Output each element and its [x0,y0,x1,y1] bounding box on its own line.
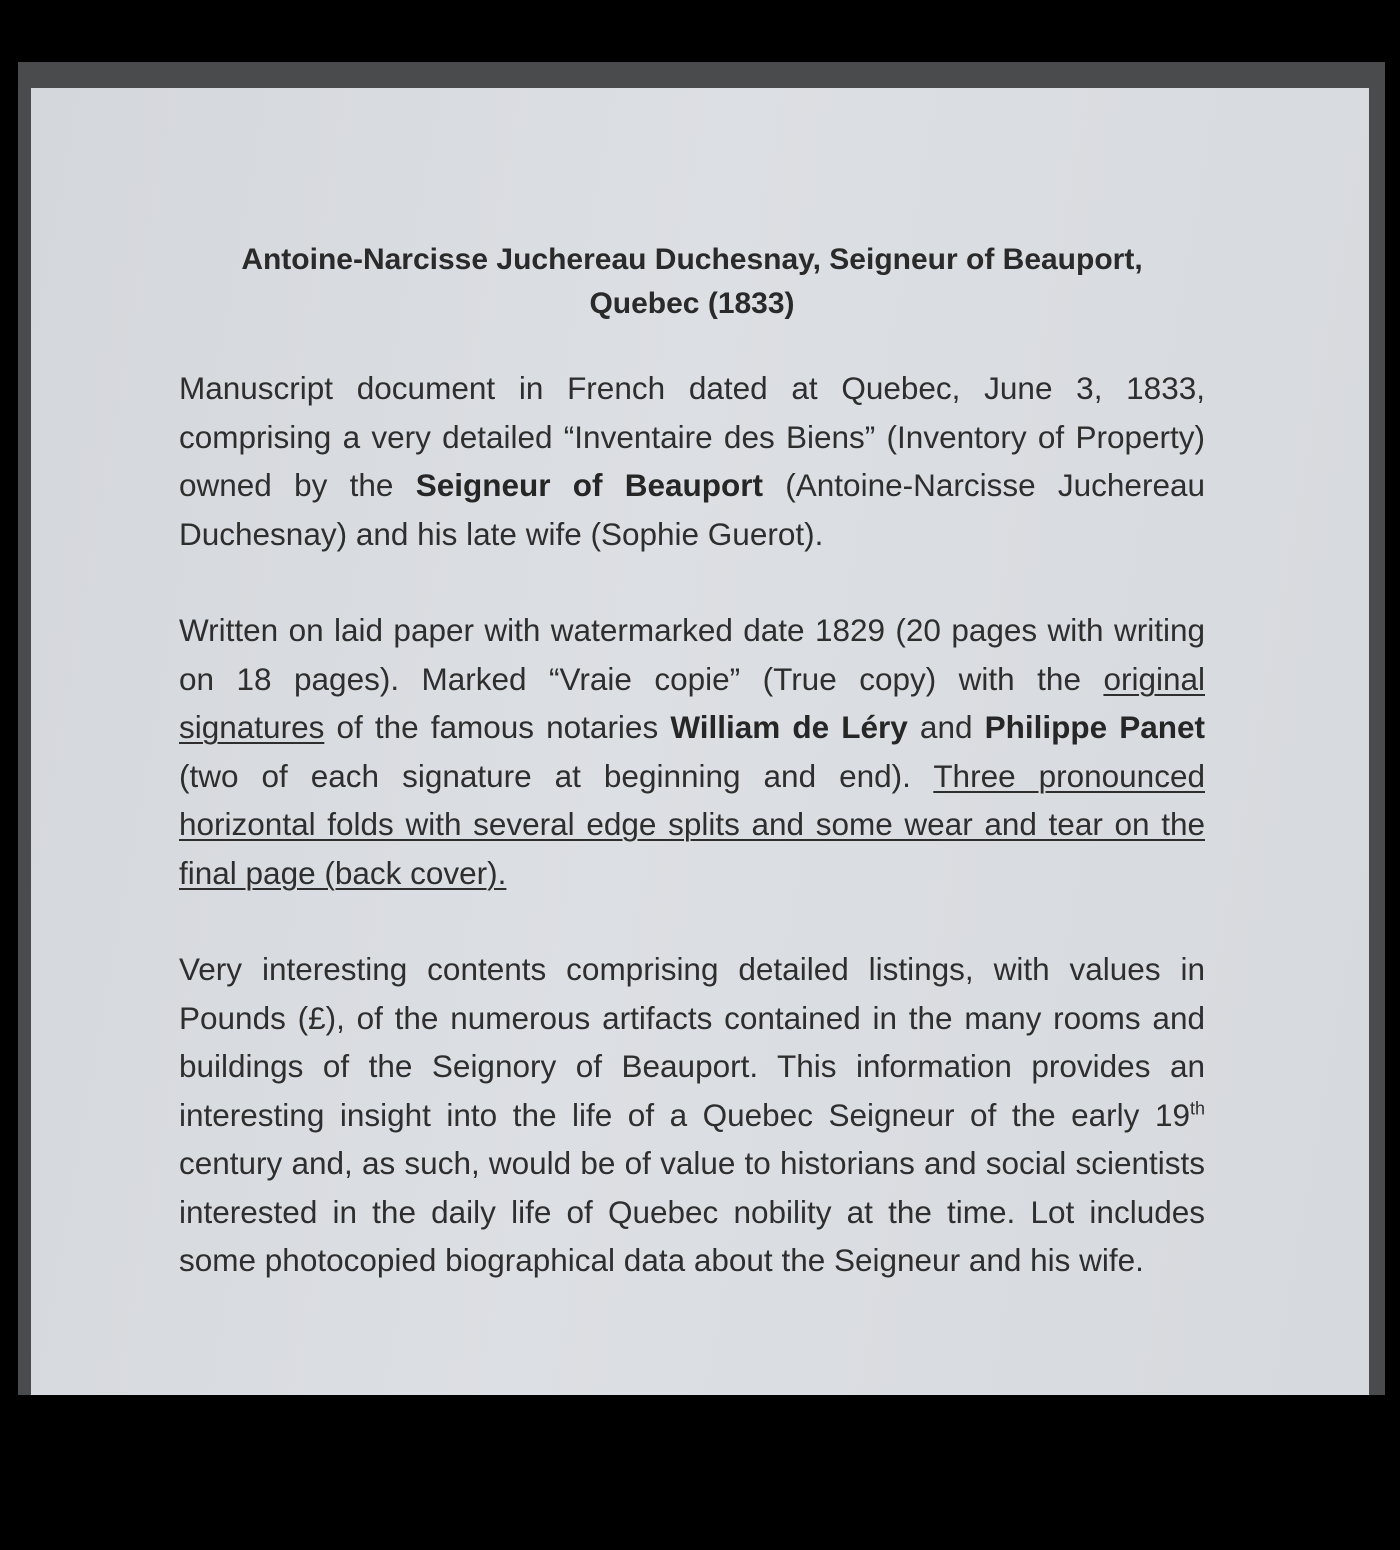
p2-bold-panet: Philippe Panet [984,709,1206,745]
document-title [179,238,1205,326]
p2-text-2: of the famous notaries [324,709,671,745]
p2-bold-lery: William de Léry [670,709,908,745]
p1-bold-seigneur: Seigneur of Beauport [415,467,764,503]
p3-text-2: century and, as such, would be of value to historians and social scientists interested in the daily life of Quebec nobility at the time. Lot includes some photocopied biographical data about the Seigneur and his wife. [179,1145,1205,1278]
p3-text-1: Very interesting contents comprising detailed listings, with values in Pounds (£), of the numerous artifacts contained in the many rooms and buildings of the Seignory of Beauport. This information provides an interesting insight into the life of a Quebec Seigneur of the early 19 [179,951,1205,1133]
document-content [179,238,1205,1333]
paragraph-contents [179,945,1205,1285]
p2-underline-signatures: original signatures [179,660,1205,745]
paper-sheet [31,88,1369,1395]
title-line-1: Antoine-Narcisse Juchereau Duchesnay, Seigneur of Beauport, [241,243,1143,276]
paragraph-condition [179,606,1205,897]
p2-text-1: Written on laid paper with watermarked date 1829 (20 pages with writing on 18 pages). Marked “Vraie copie” (True copy) with the [179,612,1205,697]
p1-text-2: (Antoine-Narcisse Juchereau Duchesnay) and his late wife (Sophie Guerot). [179,467,1205,552]
p2-text-4: (two of each signature at beginning and end). [179,757,934,794]
p1-text-1: Manuscript document in French dated at Quebec, June 3, 1833, comprising a very detailed “Inventaire des Biens” (Inventory of Property) owned by the [179,370,1205,503]
p2-text-3: and [907,709,985,745]
p2-underline-condition: Three pronounced horizontal folds with several edge splits and some wear and tear on the final page (back cover). [179,757,1205,891]
paragraph-description [179,364,1205,558]
title-line-2: Quebec (1833) [589,287,795,320]
p3-superscript: th [1189,1098,1205,1118]
